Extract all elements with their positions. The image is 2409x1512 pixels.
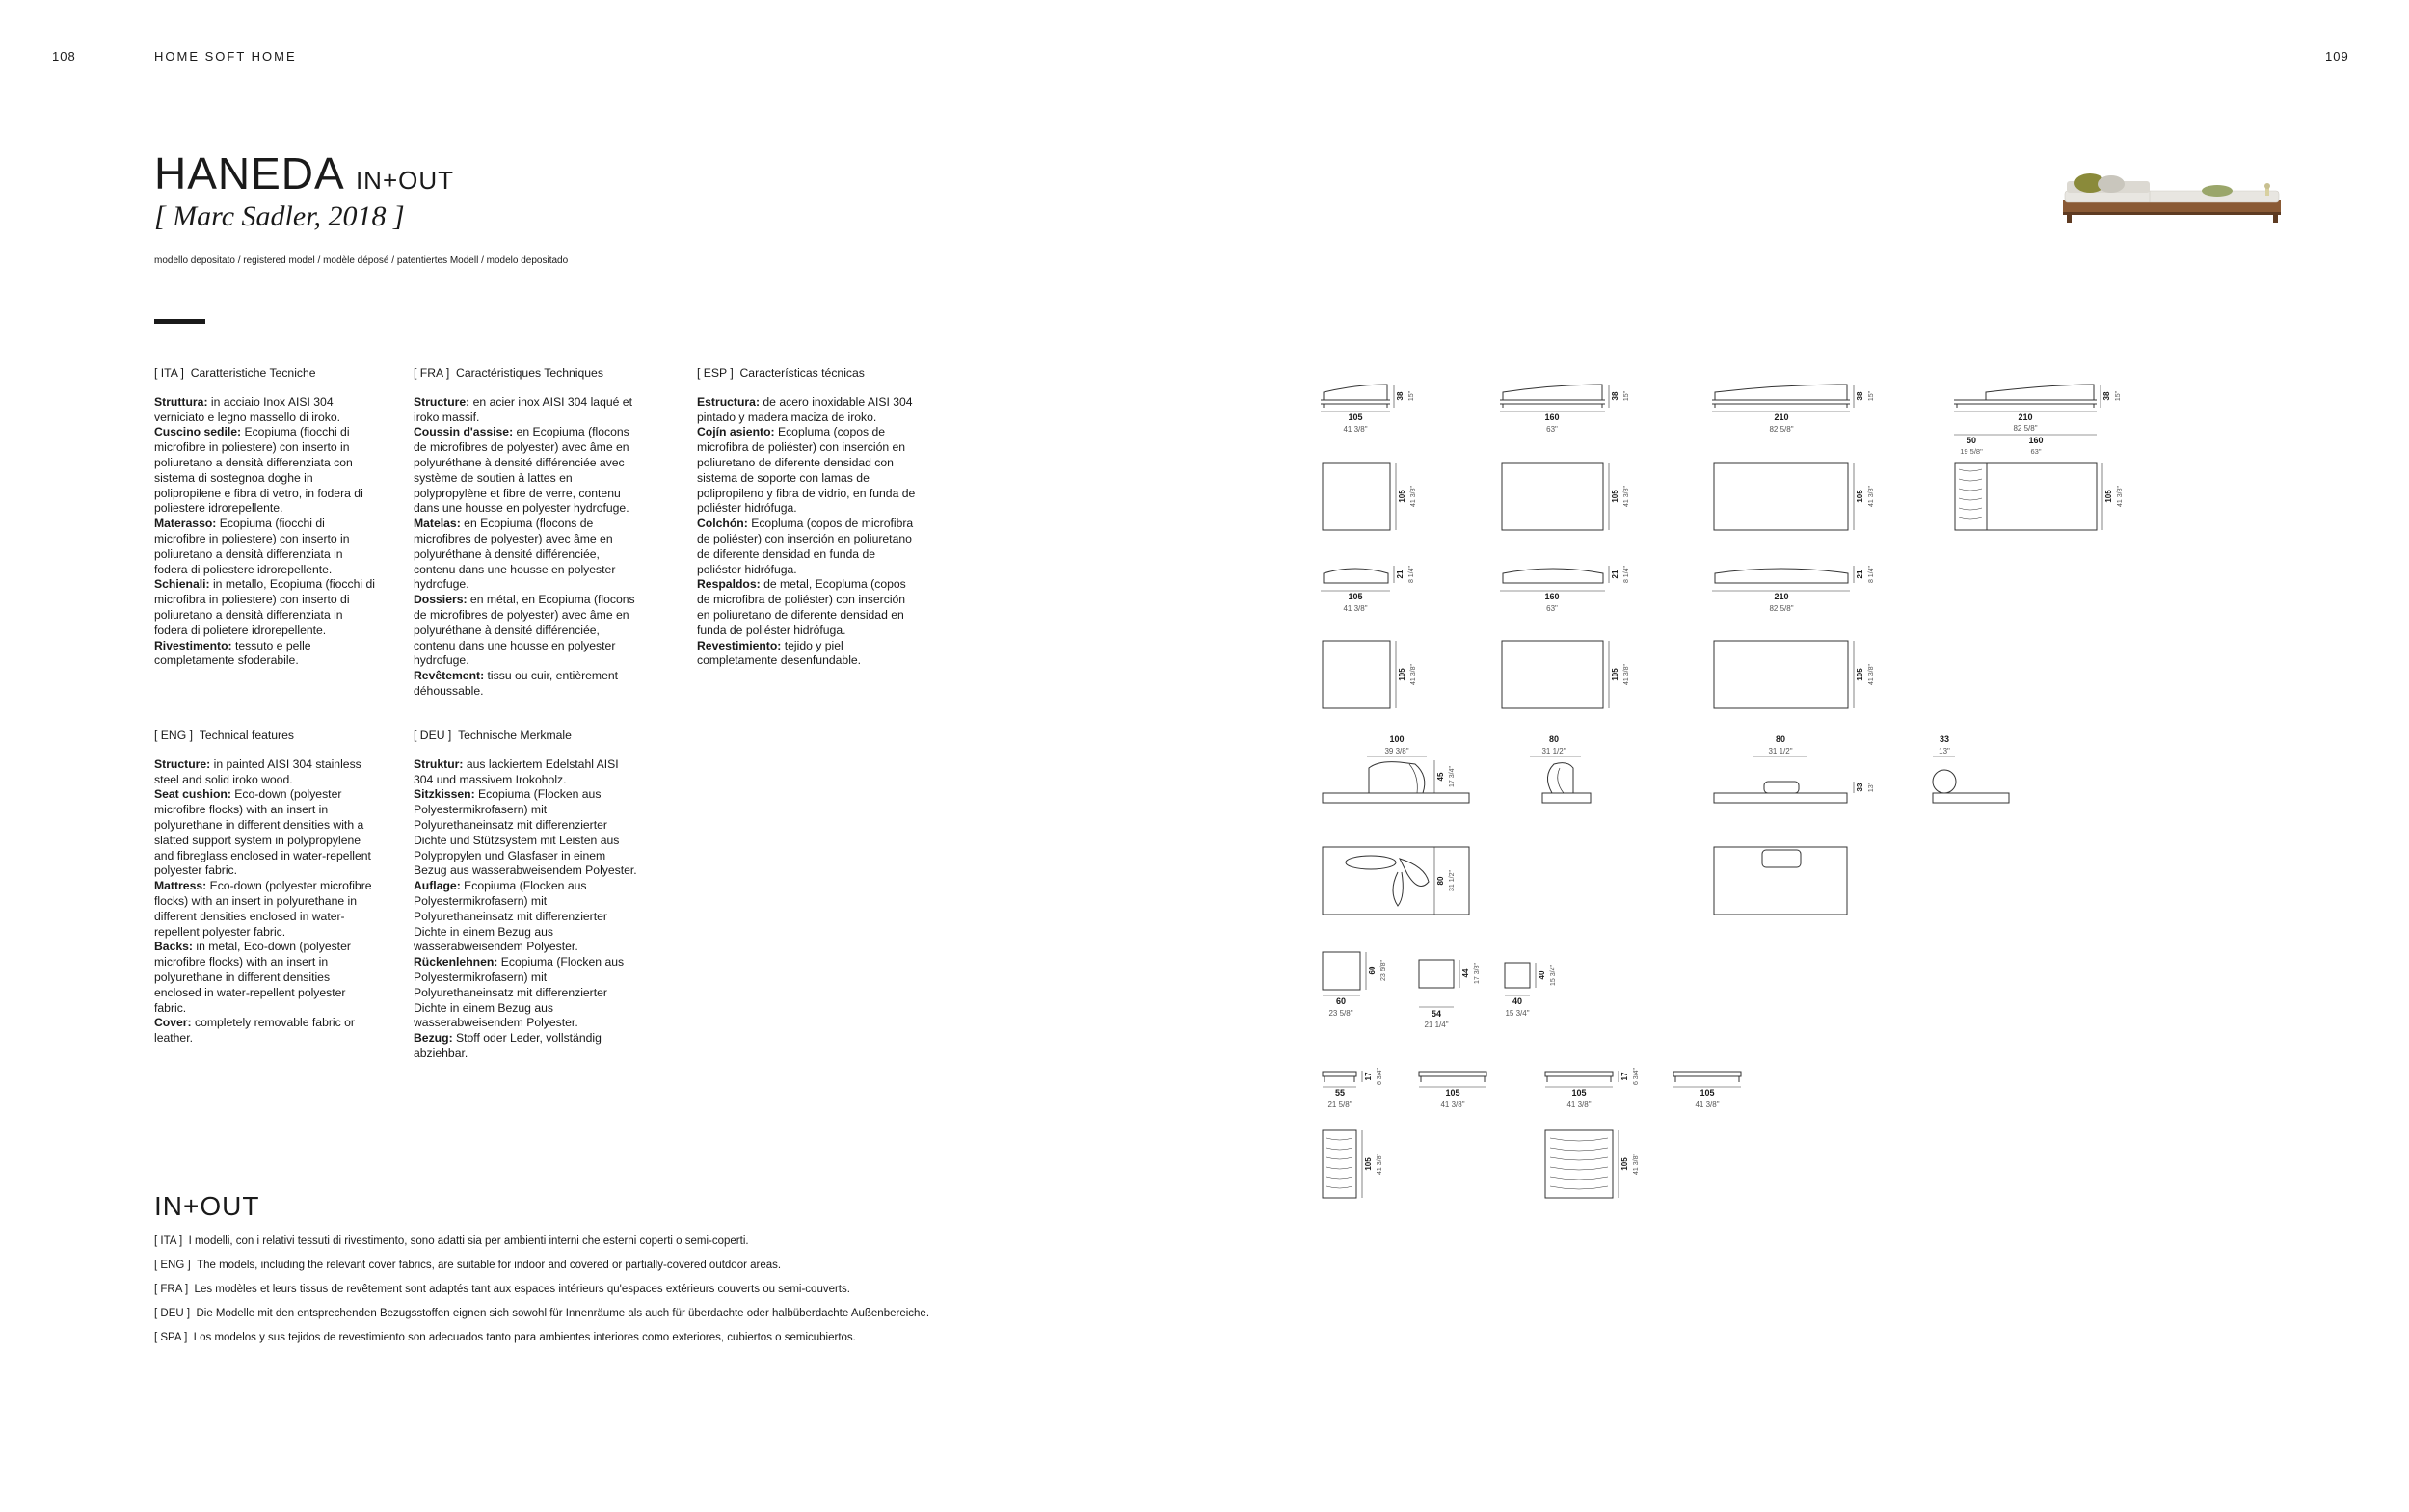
spec-item: Backs: in metal, Eco-down (polyester microfibre flocks) with an insert in polyurethane in different densities enclosed in water-repellent polyester fabric. (154, 940, 351, 1015)
inout-line-eng: [ ENG ] The models, including the relevant cover fabrics, are suitable for indoor and covered or partially-covered outdoor areas. (154, 1260, 782, 1271)
svg-text:33: 33 (1856, 783, 1864, 792)
spec-item: Schienali: in metallo, Ecopiuma (fiocchi di microfibra in poliestere) con inserto di poliuretano a densità differenziata in fodera di polietere idrorepellente. (154, 577, 375, 637)
page-number-right: 109 (2325, 49, 2349, 64)
svg-text:8 1/4": 8 1/4" (1868, 565, 1875, 584)
svg-text:41 3/8": 41 3/8" (1695, 1101, 1720, 1109)
spec-column-ita (154, 366, 378, 669)
spec-item: Bezug: Stoff oder Leder, vollständig abziehbar. (414, 1031, 602, 1060)
svg-text:41 3/8": 41 3/8" (1440, 1101, 1465, 1109)
title-divider (154, 319, 205, 324)
spec-item: Revestimiento: tejido y piel completamente desenfundable. (697, 638, 862, 668)
svg-text:41 3/8": 41 3/8" (1868, 486, 1875, 507)
svg-text:15": 15" (2115, 390, 2122, 402)
svg-text:82 5/8": 82 5/8" (2013, 424, 2038, 433)
spec-item: Structure: in painted AISI 304 stainless steel and solid iroko wood. (154, 756, 361, 786)
svg-text:41 3/8": 41 3/8" (1623, 486, 1630, 507)
spec-item: Colchón: Ecopluma (copos de microfibra de poliéster) con inserción en poliuretano de diferente densidad en funda de poliéster hidrófuga. (697, 517, 914, 576)
spec-item: Cojín asiento: Ecopluma (copos de microfibra de poliéster) con inserción en poliuretano de diferente densidad con sistema de soporte con lamas de polipropileno y fibra de vidrio, en funda de poliéster hidrófuga. (697, 425, 916, 516)
model-note: modello depositato / registered model / modèle déposé / patentiertes Modell / modelo depositado (154, 255, 569, 266)
sofa-module-210-plan (1714, 463, 1875, 530)
spec-item: Cover: completely removable fabric or leather. (154, 1016, 355, 1046)
page-number-left: 108 (52, 49, 76, 64)
svg-text:82 5/8": 82 5/8" (1769, 425, 1794, 434)
svg-text:17: 17 (1620, 1072, 1629, 1081)
sofa-module-105-plan (1323, 463, 1417, 530)
ottoman-54-plan (1419, 960, 1481, 1029)
svg-text:210: 210 (1774, 412, 1789, 422)
svg-text:41 3/8": 41 3/8" (1868, 664, 1875, 685)
svg-text:41 3/8": 41 3/8" (2117, 486, 2124, 507)
svg-text:41 3/8": 41 3/8" (1410, 664, 1417, 685)
sofa-module-210-side (1712, 385, 1875, 434)
svg-text:105: 105 (1700, 1088, 1715, 1098)
svg-text:41 3/8": 41 3/8" (1566, 1101, 1592, 1109)
ottoman-60-plan (1323, 952, 1387, 1018)
inout-line-spa: [ SPA ] Los modelos y sus tejidos de revestimiento son adecuados tanto para ambientes interiores como exteriores, cubiertos o semicubiertos. (154, 1332, 856, 1343)
backrest-100-side (1323, 734, 1469, 803)
svg-text:105: 105 (1611, 668, 1619, 681)
sofa-product-image (2053, 162, 2294, 225)
svg-text:21: 21 (1396, 570, 1405, 579)
spec-header: [ ITA ] Caratteristiche Tecniche (154, 366, 316, 380)
spec-item: Auflage: Ecopiuma (Flocken aus Polyestermikrofasern) mit Polyurethaneinsatz mit differenzierter Dichte in einem Bezug aus wasserabweisendem Polyester. (414, 879, 607, 954)
svg-text:105: 105 (1611, 490, 1619, 503)
svg-text:38: 38 (1856, 391, 1864, 401)
svg-text:39 3/8": 39 3/8" (1384, 747, 1409, 756)
spec-item: Rivestimento: tessuto e pelle completamente sfoderabile. (154, 638, 311, 668)
mattress-105-side (1321, 565, 1415, 613)
spec-header: [ DEU ] Technische Merkmale (414, 729, 572, 742)
table-105-side-a (1419, 1072, 1486, 1109)
svg-text:8 1/4": 8 1/4" (1623, 565, 1630, 584)
spec-header: [ ESP ] Características técnicas (697, 366, 865, 380)
bolster-33-side (1933, 734, 2009, 803)
cushion-80-side (1714, 734, 1875, 803)
svg-text:23 5/8": 23 5/8" (1328, 1009, 1353, 1018)
svg-text:105: 105 (1398, 668, 1406, 681)
table-105-plan (1545, 1130, 1640, 1198)
spec-item: Rückenlehnen: Ecopiuma (Flocken aus Polyestermikrofasern) mit Polyurethaneinsatz mit differenzierter Dichte in einem Bezug aus wasserabweisendem Polyester. (414, 955, 625, 1030)
svg-text:15": 15" (1868, 390, 1875, 402)
svg-text:55: 55 (1334, 1088, 1346, 1098)
svg-text:105: 105 (1620, 1157, 1629, 1171)
sofa-module-210-table-plan (1955, 463, 2124, 530)
svg-text:13": 13" (1939, 747, 1950, 756)
svg-text:17 3/8": 17 3/8" (1474, 963, 1481, 984)
svg-text:21 5/8": 21 5/8" (1327, 1101, 1352, 1109)
designer-credit: [ Marc Sadler, 2018 ] (154, 200, 405, 232)
spec-header: [ FRA ] Caractéristiques Techniques (414, 366, 603, 380)
svg-text:45: 45 (1436, 772, 1445, 782)
svg-text:105: 105 (2104, 490, 2113, 503)
svg-text:40: 40 (1512, 996, 1523, 1006)
svg-text:80: 80 (1548, 734, 1560, 744)
spec-item: Struttura: in acciaio Inox AISI 304 verniciato e legno massello di iroko. (154, 394, 341, 424)
inout-line-ita: [ ITA ] I modelli, con i relativi tessuti di rivestimento, sono adatti sia per ambienti interni che esterni coperti o semi-coperti. (154, 1235, 749, 1247)
svg-text:105: 105 (1445, 1088, 1460, 1098)
mattress-210-plan (1714, 641, 1875, 708)
svg-text:105: 105 (1856, 668, 1864, 681)
svg-text:15": 15" (1623, 390, 1630, 402)
svg-text:19 5/8": 19 5/8" (1960, 447, 1983, 456)
spec-item: Respaldos: de metal, Ecopluma (copos de microfibra de poliéster) con inserción en poliuretano de diferente densidad en funda de poliéster hidrófuga. (697, 577, 906, 637)
svg-text:63": 63" (2030, 447, 2042, 456)
svg-text:33: 33 (1939, 734, 1950, 744)
svg-text:50: 50 (1966, 436, 1977, 445)
svg-text:6 3/4": 6 3/4" (1377, 1067, 1383, 1086)
svg-text:21 1/4": 21 1/4" (1424, 1021, 1449, 1029)
spec-item: Coussin d'assise: en Ecopiuma (flocons de microfibres de polyester) avec âme en polyuréthane à densité différenciée avec système de soutien à lattes en polypropylène et fibre de verre, contenu dans une housse en polyester hydrofuge. (414, 425, 629, 516)
section-title: HOME SOFT HOME (154, 49, 297, 64)
spec-item: Struktur: aus lackiertem Edelstahl AISI 304 und massivem Irokoholz. (414, 756, 619, 786)
svg-text:21: 21 (1611, 570, 1619, 579)
svg-text:38: 38 (2102, 391, 2111, 401)
spec-item: Sitzkissen: Ecopiuma (Flocken aus Polyestermikrofasern) mit Polyurethaneinsatz mit differenzierter Dichte und Stützsystem mit Leisten aus Polypropylen und Glasfaser in einem Bezug aus wasserabweisendem Polyester. (414, 787, 637, 878)
svg-text:105: 105 (1571, 1088, 1587, 1098)
svg-text:8 1/4": 8 1/4" (1408, 565, 1415, 584)
inout-line-deu: [ DEU ] Die Modelle mit den entsprechenden Bezugsstoffen eignen sich sowohl für Innenräume als auch für überdachte oder halbüberdachte Außenbereiche. (154, 1308, 930, 1319)
spec-column-deu (414, 729, 637, 1062)
svg-text:38: 38 (1611, 391, 1619, 401)
table-105-side-b (1545, 1067, 1640, 1109)
spec-column-eng (154, 729, 378, 1047)
svg-text:21: 21 (1856, 570, 1864, 579)
svg-text:105: 105 (1364, 1157, 1373, 1171)
sofa-module-160-side (1500, 385, 1630, 434)
table-55-plan (1323, 1130, 1383, 1198)
inout-line-fra: [ FRA ] Les modèles et leurs tissus de revêtement sont adaptés tant aux espaces intérieurs qu'espaces extérieurs couverts ou semi-couverts. (154, 1284, 850, 1295)
svg-text:105: 105 (1348, 592, 1363, 601)
backrest-top-view (1323, 847, 1469, 915)
svg-text:100: 100 (1389, 734, 1405, 744)
svg-text:63": 63" (1546, 425, 1558, 434)
mattress-210-side (1712, 565, 1875, 613)
spec-item: Structure: en acier inox AISI 304 laqué et iroko massif. (414, 394, 632, 424)
svg-text:15 3/4": 15 3/4" (1550, 965, 1557, 986)
product-title (154, 148, 455, 199)
cushion-top-view (1714, 847, 1847, 915)
spec-header: [ ENG ] Technical features (154, 729, 294, 742)
svg-text:17: 17 (1364, 1072, 1373, 1081)
svg-text:31 1/2": 31 1/2" (1449, 870, 1456, 891)
sofa-module-160-plan (1502, 463, 1630, 530)
svg-text:60: 60 (1335, 996, 1347, 1006)
technical-drawings (1311, 371, 2323, 1209)
svg-text:40: 40 (1538, 970, 1546, 980)
spec-item: Seat cushion: Eco-down (polyester microfibre flocks) with an insert in polyurethane in different densities with a slatted support system in polypropylene and fibreglass enclosed in water-repellent polyester fabric. (154, 787, 371, 878)
inout-title: IN+OUT (154, 1191, 260, 1221)
svg-text:31 1/2": 31 1/2" (1541, 747, 1566, 756)
sofa-module-210-table-side (1954, 385, 2122, 456)
svg-text:38: 38 (1396, 391, 1405, 401)
svg-text:41 3/8": 41 3/8" (1633, 1154, 1640, 1175)
spec-item: Cuscino sedile: Ecopiuma (fiocchi di microfibre in poliestere) con inserto in poliuretano a densità differenziata con sistema di sostegnoa doghe in polipropilene e fibra di vetro, in fodera di poliestere idrorepellente. (154, 425, 363, 516)
svg-text:80: 80 (1436, 876, 1445, 886)
dim-label: 105 (1348, 412, 1363, 422)
svg-text:54: 54 (1431, 1009, 1442, 1019)
svg-text:105: 105 (1856, 490, 1864, 503)
spec-column-esp (697, 366, 921, 669)
spec-column-fra (414, 366, 637, 700)
mattress-160-plan (1502, 641, 1630, 708)
product-name: HANEDA (154, 148, 343, 199)
product-subtitle: IN+OUT (355, 166, 455, 195)
sofa-module-105-side (1321, 385, 1415, 434)
spec-item: Materasso: Ecopiuma (fiocchi di microfibre in poliestere) con inserto in poliuretano a densità differenziata in fodera di poliestere idrorepellente. (154, 517, 350, 576)
svg-text:105: 105 (1398, 490, 1406, 503)
svg-text:15": 15" (1408, 390, 1415, 402)
spec-item: Revêtement: tissu ou cuir, entièrement déhoussable. (414, 669, 619, 698)
dim-inch: 41 3/8" (1343, 425, 1368, 434)
ottoman-40-plan (1505, 963, 1557, 1018)
svg-text:31 1/2": 31 1/2" (1768, 747, 1793, 756)
svg-text:160: 160 (1544, 412, 1560, 422)
svg-text:160: 160 (1544, 592, 1560, 601)
svg-text:60: 60 (1368, 966, 1377, 975)
svg-text:17 3/4": 17 3/4" (1449, 766, 1456, 787)
mattress-160-side (1500, 565, 1630, 613)
svg-text:41 3/8": 41 3/8" (1410, 486, 1417, 507)
svg-text:210: 210 (1774, 592, 1789, 601)
svg-text:63": 63" (1546, 604, 1558, 613)
svg-text:41 3/8": 41 3/8" (1377, 1154, 1383, 1175)
svg-text:41 3/8": 41 3/8" (1343, 604, 1368, 613)
spec-item: Dossiers: en métal, en Ecopiuma (flocons de microfibres de polyester) avec âme en polyuréthane à densité différenciée, contenu dans une housse en polyester hydrofuge. (414, 593, 635, 668)
svg-text:6 3/4": 6 3/4" (1633, 1067, 1640, 1086)
table-55-side (1323, 1067, 1383, 1109)
svg-text:44: 44 (1461, 968, 1470, 978)
svg-text:41 3/8": 41 3/8" (1623, 664, 1630, 685)
svg-text:13": 13" (1868, 782, 1875, 793)
svg-text:210: 210 (2018, 412, 2033, 422)
mattress-105-plan (1323, 641, 1417, 708)
svg-text:15 3/4": 15 3/4" (1505, 1009, 1530, 1018)
table-105-side-c (1673, 1072, 1741, 1109)
svg-text:23 5/8": 23 5/8" (1380, 960, 1387, 981)
backrest-80-side (1530, 734, 1591, 803)
svg-text:160: 160 (2028, 436, 2044, 445)
spec-item: Mattress: Eco-down (polyester microfibre flocks) with an insert in polyurethane in different densities enclosed in water-repellent polyester fabric. (154, 879, 372, 939)
spec-item: Estructura: de acero inoxidable AISI 304 pintado y madera maciza de iroko. (697, 394, 913, 424)
svg-text:80: 80 (1775, 734, 1786, 744)
spec-item: Matelas: en Ecopiuma (flocons de microfibres de polyester) avec âme en polyuréthane à densité différenciée, contenu dans une housse en polyester hydrofuge. (414, 517, 616, 592)
svg-text:82 5/8": 82 5/8" (1769, 604, 1794, 613)
